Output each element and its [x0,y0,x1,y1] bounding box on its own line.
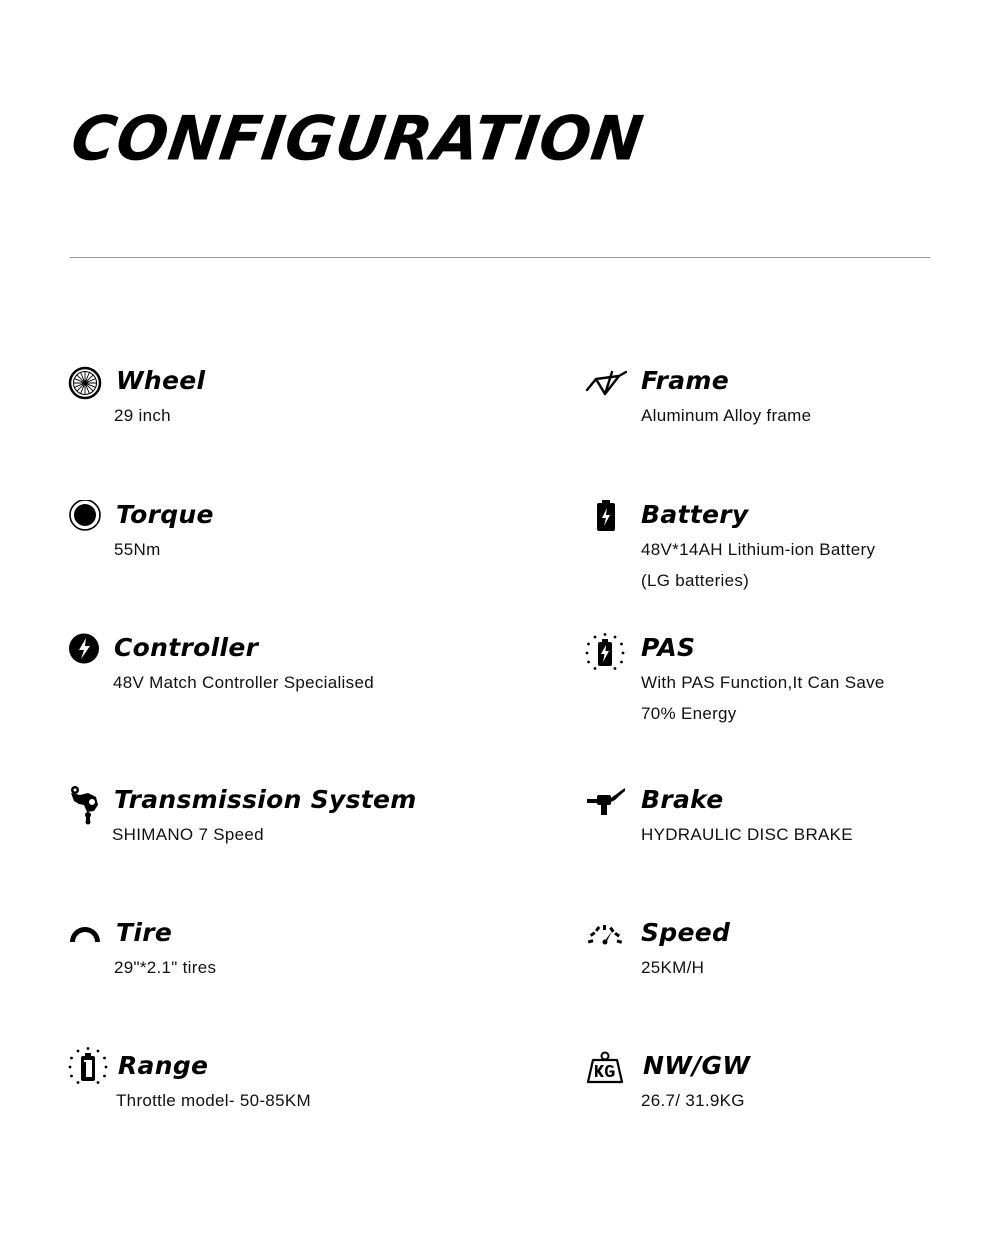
weight-kg-icon [585,1051,625,1085]
spec-label: Brake [641,785,724,814]
spec-value-line: 70% Energy [641,704,737,723]
frame-icon [585,366,627,400]
range-battery-icon [68,1047,108,1085]
spec-value-line: 48V*14AH Lithium-ion Battery [641,540,876,559]
spec-label: Speed [641,918,731,947]
derailleur-icon [68,785,102,825]
brake-lever-icon [585,785,625,819]
spec-label: Frame [641,366,730,395]
spec-value-line: With PAS Function,It Can Save [641,673,885,692]
torque-icon [68,500,102,534]
tire-icon [68,918,102,952]
spec-label: PAS [641,633,696,662]
spec-label: Battery [641,500,749,529]
spec-value: Throttle model- 50-85KM [116,1091,311,1110]
spec-label: Torque [116,500,214,529]
spec-value: 29 inch [114,406,171,425]
spec-label: Controller [114,633,259,662]
pas-icon [585,633,625,671]
spec-value: 29"*2.1" tires [114,958,217,977]
spec-label: NW/GW [643,1051,751,1080]
spec-value: 25KM/H [641,958,705,977]
spec-value [641,534,875,596]
spec-value: Aluminum Alloy frame [641,406,812,425]
page-title: CONFIGURATION [66,103,648,175]
divider [70,257,930,258]
spec-value: 26.7/ 31.9KG [641,1091,745,1110]
spec-value: 55Nm [114,540,161,559]
spec-label: Wheel [116,366,206,395]
battery-icon [595,500,617,534]
spec-value: SHIMANO 7 Speed [112,825,264,844]
spec-value [641,667,885,729]
spec-value-line: (LG batteries) [641,571,750,590]
spec-label: Tire [116,918,173,947]
speedometer-icon [585,918,625,952]
spec-label: Transmission System [114,785,417,814]
controller-icon [68,633,102,667]
wheel-icon [68,366,102,400]
spec-value: HYDRAULIC DISC BRAKE [641,825,853,844]
spec-value: 48V Match Controller Specialised [113,673,374,692]
spec-label: Range [118,1051,209,1080]
